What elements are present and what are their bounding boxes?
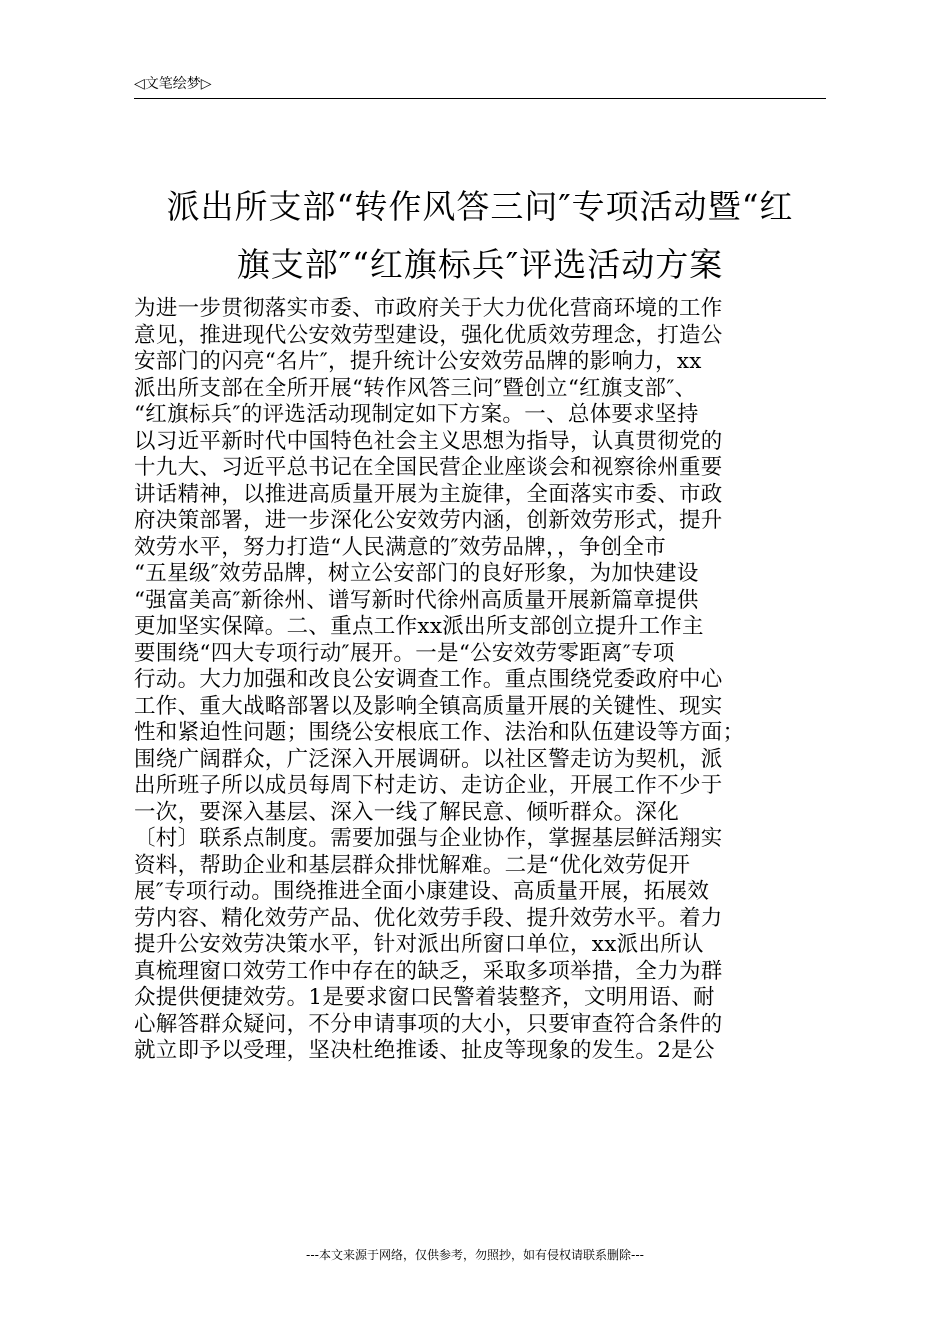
body-line: “五星级″效劳品牌，树立公安部门的良好形象，为加快建设 (134, 561, 699, 586)
body-line: 性和紧迫性问题；围绕公安根底工作、法治和队伍建设等方面； (134, 720, 745, 745)
body-line: 十九大、习近平总书记在全国民营企业座谈会和视察徐州重要 (134, 455, 723, 480)
body-line: 安部门的闪亮“名片″，提升统计公安效劳品牌的影响力，xx (134, 349, 702, 374)
body-line: 效劳水平，努力打造“人民满意的″效劳品牌，，争创全市 (134, 534, 667, 560)
page-footer-disclaimer: ---本文来源于网络，仅供参考，勿照抄，如有侵权请联系删除--- (306, 1248, 644, 1262)
body-line: 更加坚实保障。二、重点工作xx派出所支部创立提升工作主 (134, 614, 704, 639)
body-line: 〔村〕联系点制度。需要加强与企业协作，掌握基层鲜活翔实 (134, 826, 723, 851)
body-line: 一次，要深入基层、深入一线了解民意、倾听群众。深化 (134, 799, 680, 825)
body-line: 行动。大力加强和改良公安调查工作。重点围绕党委政府中心 (134, 667, 723, 692)
body-line: 资料，帮助企业和基层群众排忧解难。二是“优化效劳促开 (134, 852, 691, 878)
body-line: 意见，推进现代公安效劳型建设，强化优质效劳理念，打造公 (134, 322, 723, 348)
body-line: 就立即予以受理，坚决杜绝推诿、扯皮等现象的发生。2是公 (134, 1038, 715, 1063)
body-line: 围绕广阔群众，广泛深入开展调研。以社区警走访为契机，派 (134, 746, 723, 772)
body-line: 展″专项行动。围绕推进全面小康建设、高质量开展，拓展效 (134, 879, 710, 904)
body-line: 劳内容、精化效劳产品、优化效劳手段、提升效劳水平。着力 (134, 905, 723, 931)
body-line: 心解答群众疑问，不分申请事项的大小，只要审查符合条件的 (134, 1011, 723, 1037)
body-line: 工作、重大战略部署以及影响全镇高质量开展的关键性、现实 (134, 693, 723, 719)
body-line: 要围绕“四大专项行动″展开。一是“公安效劳零距离″专项 (134, 640, 675, 666)
header-brand-text: ◁文笔绘梦▷ (134, 76, 212, 92)
body-line: 派出所支部在全所开展“转作风答三问″暨创立“红旗支部″、 (134, 375, 697, 401)
body-line: 众提供便捷效劳。1是要求窗口民警着装整齐，文明用语、耐 (134, 985, 715, 1010)
document-title (120, 178, 840, 294)
body-line: 以习近平新时代中国特色社会主义思想为指导，认真贯彻党的 (134, 428, 723, 454)
page-header (134, 74, 826, 99)
body-line: 为进一步贯彻落实市委、市政府关于大力优化营商环境的工作 (134, 296, 723, 321)
body-line: 讲话精神，以推进高质量开展为主旋律，全面落实市委、市政 (134, 481, 723, 507)
body-line: “强富美高″新徐州、谱写新时代徐州高质量开展新篇章提供 (134, 587, 699, 613)
body-line: “红旗标兵″的评选活动现制定如下方案。一、总体要求坚持 (134, 402, 699, 427)
body-line: 府决策部署，进一步深化公安效劳内涵，创新效劳形式，提升 (134, 508, 723, 533)
body-line: 真梳理窗口效劳工作中存在的缺乏，采取多项举措，全力为群 (134, 958, 723, 984)
title-line: 旗支部″“红旗标兵″评选活动方案 (236, 245, 724, 284)
document-body (134, 296, 834, 1065)
body-line: 提升公安效劳决策水平，针对派出所窗口单位，xx派出所认 (134, 932, 704, 957)
body-line: 出所班子所以成员每周下村走访、走访企业，开展工作不少于 (134, 773, 723, 798)
title-line: 派出所支部“转作风答三问″专项活动暨“红 (166, 187, 794, 226)
